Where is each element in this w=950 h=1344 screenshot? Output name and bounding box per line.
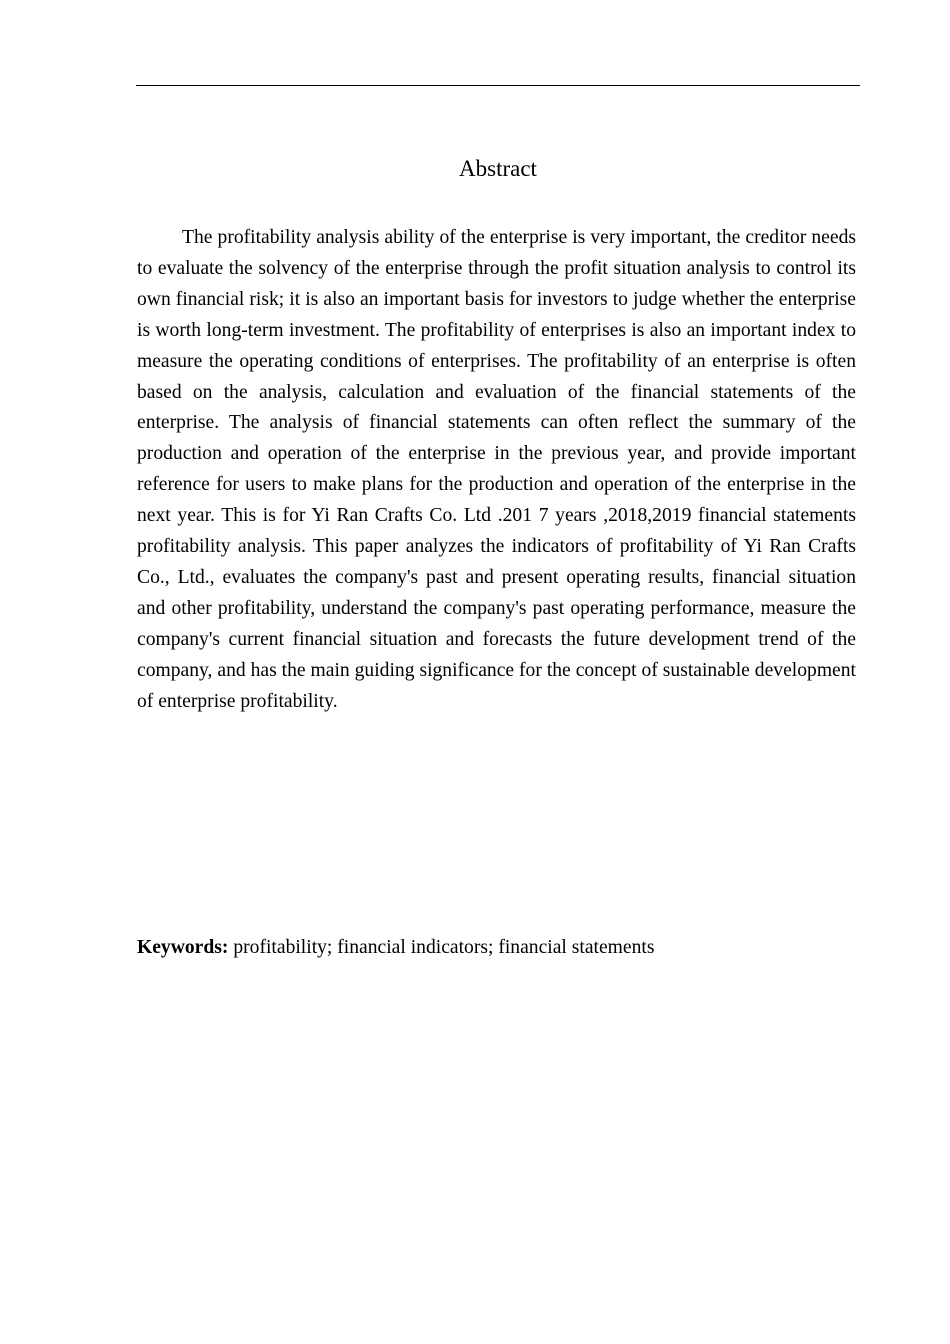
keywords-text: profitability; financial indicators; financial statements (228, 937, 655, 958)
keywords-label: Keywords: (137, 937, 229, 958)
abstract-paragraph: The profitability analysis ability of the enterprise is very important, the creditor needs to evaluate the solvency of the enterprise through the profit situation analysis to control its own financial risk; it is also an important basis for investors to judge whether the enterprise is worth long-term investment. The profitability of enterprises is also an important index to measure the operating conditions of enterprises. The profitability of an enterprise is often based on the analysis, calculation and evaluation of the financial statements of the enterprise. The analysis of financial statements can often reflect the summary of the production and operation of the enterprise in the previous year, and provide important reference for users to make plans for the production and operation of the enterprise in the next year. This is for Yi Ran Crafts Co. Ltd .201 7 years ,2018,2019 financial statements profitability analysis. This paper analyzes the indicators of profitability of Yi Ran Crafts Co., Ltd., evaluates the company's past and present operating results, financial situation and other profitability, understand the company's past operating performance, measure the company's current financial situation and forecasts the future development trend of the company, and has the main guiding significance for the concept of sustainable development of enterprise profitability. (137, 227, 856, 712)
abstract-title: Abstract (459, 156, 537, 181)
header-rule (136, 85, 860, 86)
keywords-line (137, 933, 856, 963)
